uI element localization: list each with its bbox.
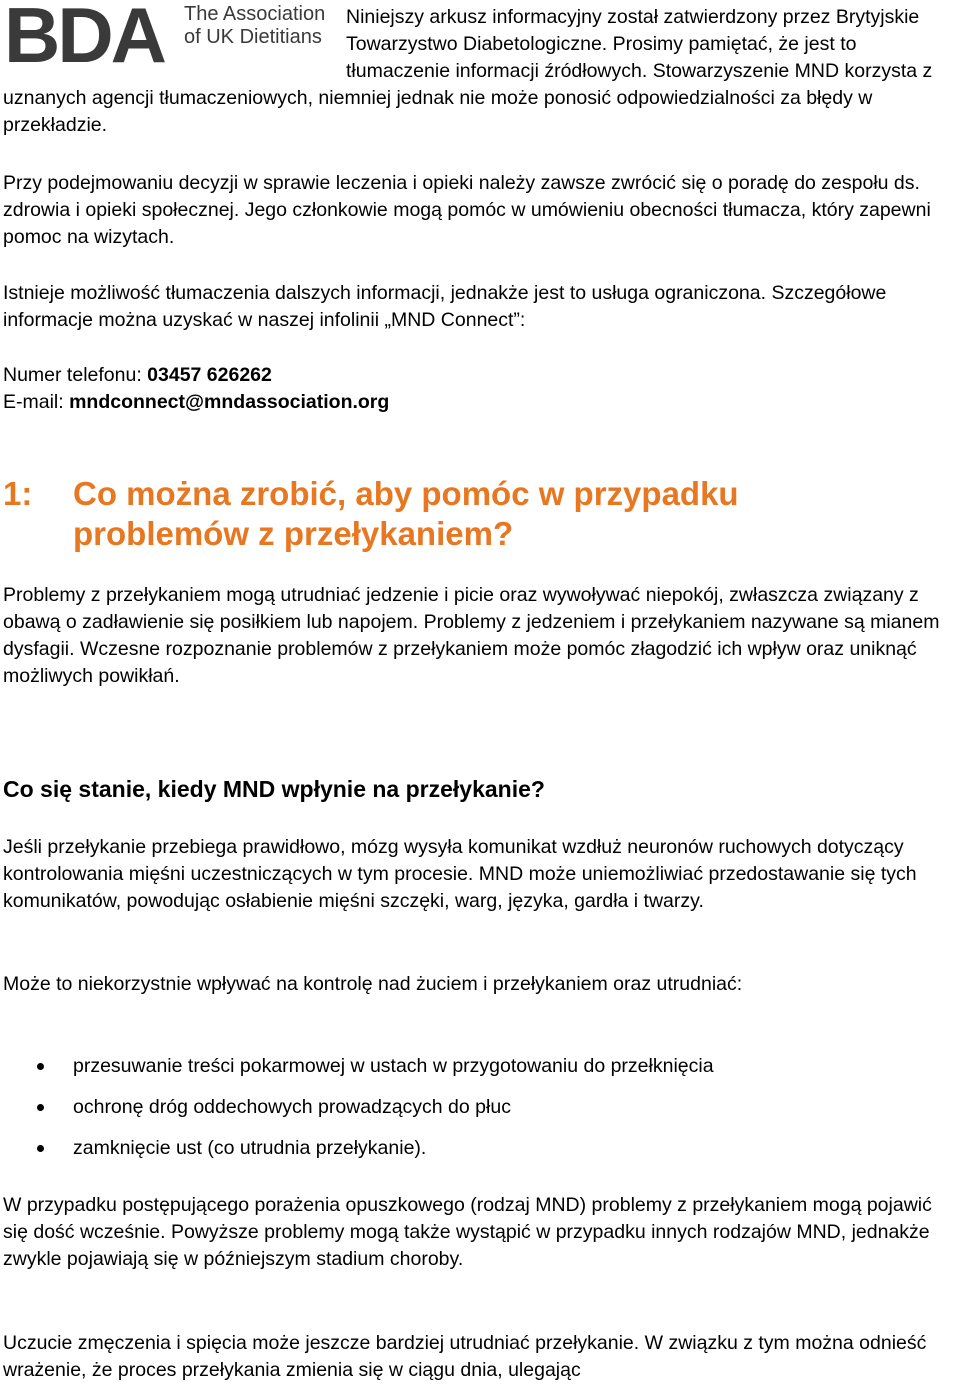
section-heading-1 xyxy=(3,474,739,554)
list-item: zamknięcie ust (co utrudnia przełykanie). xyxy=(0,1135,714,1176)
list-item: ochronę dróg oddechowych prowadzących do płuc xyxy=(0,1094,714,1135)
brain-paragraph: Jeśli przełykanie przebiega prawidłowo, mózg wysyła komunikat wzdłuż neuronów ruchowych dotyczący kontrolowania mięśni uczestniczących w tym procesie. MND może uniemożliwiać przedostawanie się tych komunikatów, powodując osłabienie mięśni szczęki, warg, języka, gardła i twarzy. xyxy=(3,836,917,912)
bullet-list xyxy=(0,1053,714,1176)
heading-number: 1: xyxy=(3,475,33,512)
logo-line2: of UK Dietitians xyxy=(184,26,322,48)
bullet-icon xyxy=(37,1104,44,1111)
control-paragraph: Może to niekorzystnie wpływać na kontrolę nad żuciem i przełykaniem oraz utrudniać: xyxy=(3,973,743,995)
problems-paragraph: Problemy z przełykaniem mogą utrudniać jedzenie i picie oraz wywoływać niepokój, zwłaszcza związany z obawą o zadławienie się posiłkiem lub napojem. Problemy z jedzeniem i przełykaniem nazywane są mianem dysfagii. Wczesne rozpoznanie problemów z przełykaniem może pomóc złagodzić ich wpływ oraz uniknąć możliwych powikłań. xyxy=(3,584,940,687)
email-label: E-mail: xyxy=(3,391,70,413)
phone-number[interactable]: 03457 626262 xyxy=(147,364,272,386)
advice-paragraph: Przy podejmowaniu decyzji w sprawie leczenia i opieki należy zawsze zwrócić się o poradę do zespołu ds. zdrowia i opieki społecznej. Jego członkowie mogą pomóc w umówieniu obecności tłumacza, który zapewni pomoc na wizytach. xyxy=(3,172,931,248)
bullet-icon xyxy=(37,1063,44,1070)
heading-line2: problemów z przełykaniem? xyxy=(73,515,514,552)
heading-line1: Co można zrobić, aby pomóc w przypadku xyxy=(73,475,739,512)
list-item: przesuwanie treści pokarmowej w ustach w przygotowaniu do przełknięcia xyxy=(0,1053,714,1094)
bullet-icon xyxy=(37,1145,44,1152)
bulbar-paragraph: W przypadku postępującego porażenia opuszkowego (rodzaj MND) problemy z przełykaniem mogą pojawić się dość wcześnie. Powyższe problemy mogą także wystąpić w przypadku innych rodzajów MND, jednakże zwykle pojawiają się w późniejszym stadium choroby. xyxy=(3,1194,932,1270)
phone-line xyxy=(3,362,389,389)
more-info-paragraph: Istnieje możliwość tłumaczenia dalszych informacji, jednakże jest to usługa ograniczona. Szczegółowe informacje można uzyskać w naszej infolinii „MND Connect”: xyxy=(3,282,887,331)
fatigue-paragraph: Uczucie zmęczenia i spięcia może jeszcze bardziej utrudniać przełykanie. W związku z tym można odnieść wrażenie, że proces przełykania zmienia się w ciągu dnia, ulegając xyxy=(3,1332,927,1381)
logo-line1: The Association xyxy=(184,3,326,25)
section-heading-2: Co się stanie, kiedy MND wpłynie na przełykanie? xyxy=(3,776,545,802)
phone-label: Numer telefonu: xyxy=(3,364,148,386)
contact-block xyxy=(3,362,389,416)
intro-text: Niniejszy arkusz informacyjny został zatwierdzony przez Brytyjskie Towarzystwo Diabetologiczne. Prosimy pamiętać, że jest to tłumaczenie informacji źródłowych. Stowarzyszenie MND korzysta z uznanych agencji tłumaczeniowych, niemniej jednak nie może ponosić odpowiedzialności za błędy w przekładzie. xyxy=(3,6,933,136)
logo-abbr: BDA xyxy=(4,2,164,68)
intro-paragraph xyxy=(3,4,958,139)
email-line xyxy=(3,389,389,416)
email-address[interactable]: mndconnect@mndassociation.org xyxy=(69,391,390,413)
